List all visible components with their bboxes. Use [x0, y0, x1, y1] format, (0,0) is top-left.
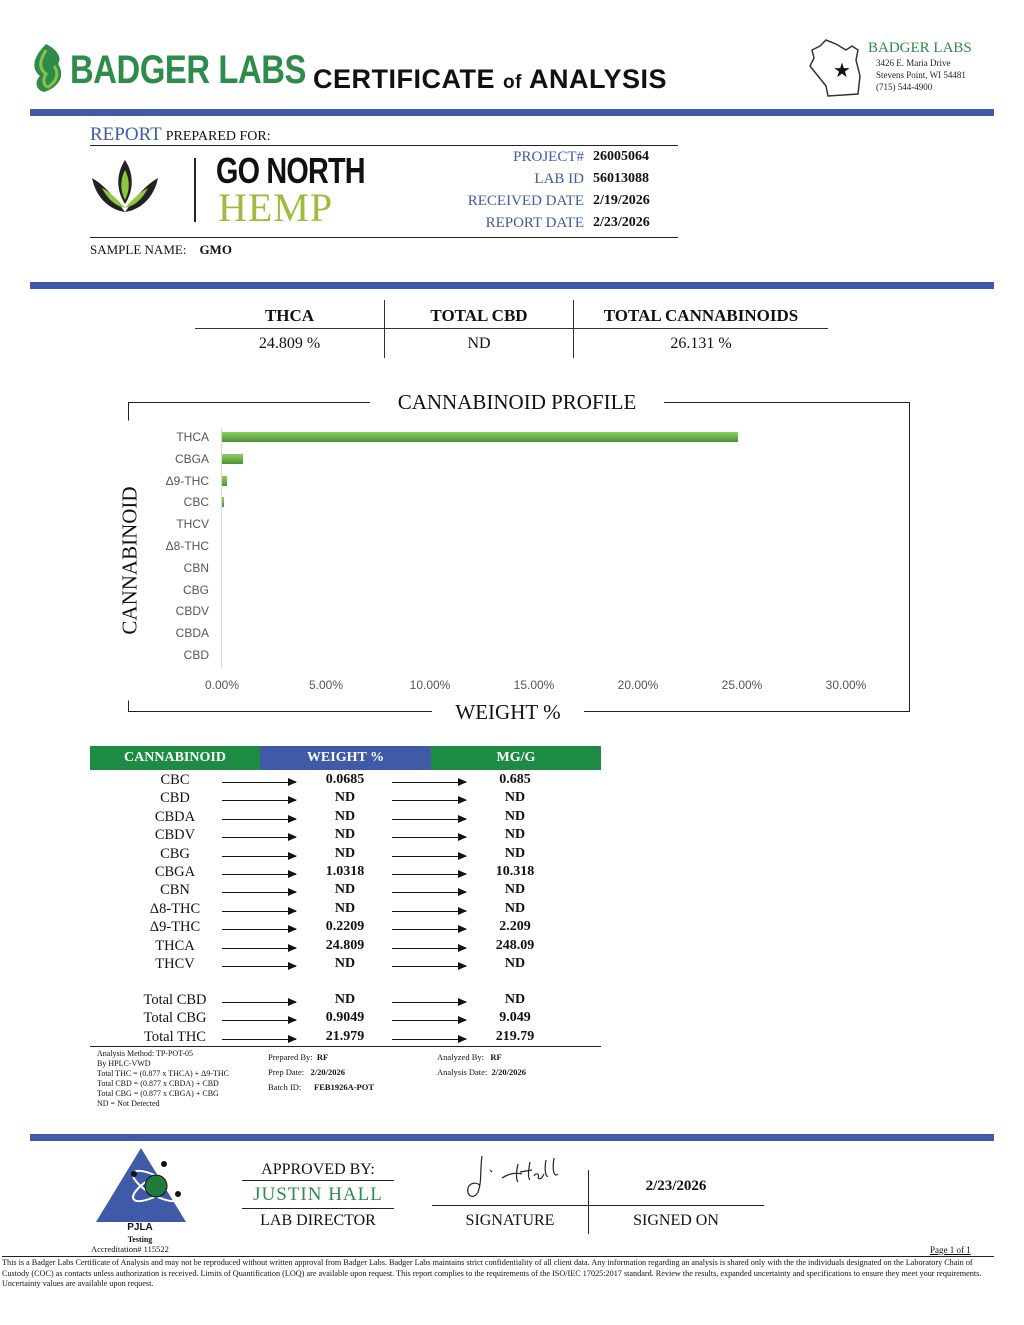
chart-category-label: CBD — [183, 648, 209, 662]
chart-bar — [222, 497, 224, 507]
chart-tick-label: 10.00% — [409, 678, 451, 692]
disclaimer-rule — [2, 1256, 994, 1257]
svg-text:★: ★ — [833, 60, 851, 82]
analysis-info: Analyzed By: RF Analysis Date: 2/20/2026 — [437, 1052, 527, 1077]
table-row-weight: 0.0685 — [325, 772, 365, 787]
table-row-weight: 21.979 — [325, 1028, 365, 1044]
chart-bar — [222, 454, 243, 464]
approved-by-label: APPROVED BY: — [261, 1161, 375, 1178]
chart-tick-label: 15.00% — [513, 678, 555, 692]
signature-label: SIGNATURE — [465, 1212, 555, 1229]
row-arrow — [392, 782, 466, 783]
row-arrow — [222, 929, 296, 930]
pjla-testing: Testing — [127, 1235, 153, 1244]
chart-tick-label: 25.00% — [721, 678, 763, 692]
chart-title: CANNABINOID PROFILE — [370, 390, 664, 415]
table-row-mgg: 0.685 — [499, 772, 531, 787]
row-arrow — [222, 856, 296, 857]
table-row-name: CBN — [160, 882, 190, 899]
lab-address-line2: Stevens Point, WI 54481 — [876, 70, 966, 80]
pjla-name: PJLA — [127, 1222, 153, 1233]
method-notes — [97, 1049, 229, 1109]
report-top-rule — [90, 145, 678, 146]
prep-info: Prepared By: RF Prep Date: 2/20/2026 Batch ID: FEB1926A-POT — [268, 1052, 375, 1092]
client-name-line1: GO NORTH — [216, 150, 365, 191]
report-bottom-rule — [90, 237, 678, 238]
chart-category-label: CBDV — [175, 604, 209, 619]
table-row-mgg: ND — [504, 882, 526, 898]
table-row-mgg: ND — [504, 900, 526, 916]
lab-id-label: LAB ID — [534, 171, 584, 187]
table-row-mgg: 219.79 — [495, 1028, 535, 1044]
chart-tick-label: 30.00% — [825, 678, 867, 692]
table-row-mgg: ND — [504, 827, 526, 843]
row-arrow — [222, 819, 296, 820]
row-arrow — [222, 911, 296, 912]
table-row-mgg: ND — [504, 956, 526, 971]
lab-id-value: 56013088 — [593, 171, 649, 186]
row-arrow — [222, 1039, 296, 1040]
summary-thca-label: THCA — [264, 306, 315, 325]
table-row-name: CBD — [160, 790, 190, 807]
table-row-mgg: 9.049 — [499, 1010, 531, 1026]
received-date-value: 2/19/2026 — [593, 193, 650, 208]
table-row-weight: ND — [334, 956, 356, 971]
approver-title: LAB DIRECTOR — [260, 1212, 376, 1229]
chart-bar — [222, 432, 738, 442]
report-prepared-for: REPORT PREPARED FOR: — [90, 124, 271, 145]
chart-frame — [128, 402, 910, 712]
method-note-line: Total CBD = (0.877 x CBDA) + CBD — [97, 1079, 219, 1088]
document-title: CERTIFICATE of ANALYSIS — [313, 64, 667, 94]
summary-total-cannabinoids-label: TOTAL CANNABINOIDS — [603, 306, 799, 325]
row-arrow — [222, 948, 296, 949]
chart-tick-label: 20.00% — [617, 678, 659, 692]
lab-name: BADGER LABS — [868, 40, 972, 56]
table-row-weight: ND — [334, 882, 356, 898]
row-arrow — [392, 892, 466, 893]
page-number: Page 1 of 1 — [930, 1245, 971, 1255]
project-value: 26005064 — [593, 149, 649, 164]
row-arrow — [392, 874, 466, 875]
table-row-mgg: ND — [504, 992, 526, 1007]
table-row-weight: ND — [334, 808, 356, 824]
row-arrow — [392, 966, 466, 967]
table-header-weight: WEIGHT % — [260, 746, 431, 770]
table-row-mgg: 2.209 — [499, 919, 531, 935]
chart-ylabel: CANNABINOID — [118, 421, 143, 701]
row-arrow — [392, 1039, 466, 1040]
table-row-name: CBDA — [154, 808, 196, 825]
lab-phone: (715) 544-4900 — [876, 82, 933, 92]
chart-category-label: CBC — [183, 495, 209, 510]
table-row-name: Δ8-THC — [149, 900, 201, 917]
row-arrow — [392, 1020, 466, 1021]
table-row-name: Δ9-THC — [149, 919, 201, 936]
accreditation-number: Accreditation# 115522 — [91, 1244, 169, 1254]
project-label: PROJECT# — [513, 149, 584, 165]
table-row-weight: ND — [334, 790, 356, 806]
chart-category-label: CBN — [183, 560, 209, 575]
table-row-name: CBDV — [154, 827, 196, 844]
disclaimer-text: This is a Badger Labs Certificate of Analysis and may not be reproduced without written approval from Badger Labs. Badger Labs maintains strict confidentiality of all client data. Any information regarding an analysis is shared only with the the individuals designated on the Laboratory Chain of Custody (COC) as contacts unless authorization is received. Limits of Quantification (LOQ) are available upon request. This report complies to the requirements of the ISO/IEC 17025:2017 standard. Review the results, expanded uncertainty and specifications to ensure they meet your requirements. Uncertainty values are available upon request. — [2, 1258, 982, 1288]
sample-name: SAMPLE NAME: GMO — [90, 242, 232, 257]
row-arrow — [222, 800, 296, 801]
table-row-name: CBC — [160, 772, 190, 788]
chart-bar — [222, 476, 227, 486]
signature-image — [460, 1152, 570, 1204]
approver-name: JUSTIN HALL — [253, 1184, 383, 1205]
chart-category-label: CBGA — [174, 451, 209, 466]
table-row-name: THCA — [155, 937, 195, 954]
row-arrow — [222, 874, 296, 875]
row-arrow — [222, 837, 296, 838]
signed-on-label: SIGNED ON — [633, 1212, 719, 1229]
summary-total-cbd-label: TOTAL CBD — [430, 306, 528, 325]
summary-total-cannabinoids-value: 26.131 % — [670, 335, 732, 352]
table-bottom-rule — [90, 1046, 601, 1047]
row-arrow — [392, 856, 466, 857]
method-note-line: ND = Not Detected — [97, 1099, 160, 1108]
table-row-weight: 24.809 — [325, 937, 365, 953]
table-header-cannabinoid: CANNABINOID — [90, 746, 260, 770]
table-row-name: CBGA — [154, 864, 196, 880]
method-note-line: Total CBG = (0.877 x CBGA) + CBG — [97, 1089, 219, 1098]
approved-rule-1 — [242, 1180, 394, 1181]
table-row-weight: ND — [334, 827, 356, 843]
summary-thca-value: 24.809 % — [258, 335, 321, 352]
table-row-weight: ND — [334, 845, 356, 861]
table-row-weight: ND — [334, 992, 356, 1007]
signature-separator — [588, 1170, 589, 1234]
client-name-line2: HEMP — [218, 185, 334, 230]
table-total-name: Total THC — [144, 1028, 206, 1045]
row-arrow — [222, 892, 296, 893]
table-row-name: CBG — [160, 845, 190, 862]
chart-category-label: THCV — [176, 517, 209, 532]
pjla-accreditation-logo-icon — [94, 1146, 188, 1224]
row-arrow — [222, 1002, 296, 1003]
method-note-line: Analysis Method: TP-POT-05 — [97, 1049, 194, 1058]
method-note-line: Total THC = (0.877 x THCA) + Δ9-THC — [97, 1069, 229, 1078]
row-arrow — [392, 1002, 466, 1003]
header-divider — [30, 109, 994, 116]
received-date-label: RECEIVED DATE — [467, 193, 584, 209]
table-total-name: Total CBD — [143, 992, 207, 1008]
wisconsin-map-icon — [806, 36, 868, 102]
table-row-weight: 0.2209 — [325, 919, 365, 935]
row-arrow — [222, 966, 296, 967]
table-row-weight: 1.0318 — [325, 864, 365, 879]
signed-date: 2/23/2026 — [645, 1178, 707, 1194]
lab-address-line1: 3426 E. Maria Drive — [876, 58, 951, 68]
table-row-mgg: ND — [504, 845, 526, 861]
row-arrow — [392, 800, 466, 801]
row-arrow — [392, 837, 466, 838]
chart-axis — [221, 428, 222, 668]
row-arrow — [222, 782, 296, 783]
client-lotus-logo-icon — [88, 156, 162, 222]
row-arrow — [392, 929, 466, 930]
table-row-name: THCV — [155, 956, 195, 972]
brand-name: BADGER LABS — [70, 48, 307, 92]
table-row-mgg: ND — [504, 808, 526, 824]
chart-category-label: CBG — [182, 582, 209, 597]
summary-total-cbd-value: ND — [467, 335, 491, 352]
badger-logo-icon — [28, 42, 68, 94]
signature-rule — [432, 1205, 764, 1206]
chart-category-label: Δ9-THC — [165, 473, 209, 488]
approved-rule-2 — [242, 1208, 394, 1209]
table-total-name: Total CBG — [143, 1010, 207, 1027]
summary-rule — [195, 328, 828, 329]
table-row-mgg: 248.09 — [495, 937, 535, 953]
table-row-weight: ND — [334, 900, 356, 916]
chart-tick-label: 0.00% — [204, 678, 240, 692]
report-date-label: REPORT DATE — [485, 215, 584, 231]
chart-category-label: THCA — [176, 430, 209, 444]
table-header-mgg: MG/G — [431, 746, 601, 770]
row-arrow — [222, 1020, 296, 1021]
chart-xlabel: WEIGHT % — [432, 700, 584, 725]
row-arrow — [392, 819, 466, 820]
client-logo-divider — [194, 158, 196, 222]
row-arrow — [392, 911, 466, 912]
row-arrow — [392, 948, 466, 949]
report-divider — [30, 282, 994, 289]
chart-category-label: CBDA — [175, 626, 209, 641]
report-date-value: 2/23/2026 — [593, 215, 650, 230]
method-note-line: By HPLC-VWD — [97, 1059, 151, 1068]
footer-divider — [30, 1134, 994, 1141]
table-row-mgg: ND — [504, 790, 526, 806]
chart-tick-label: 5.00% — [308, 678, 344, 692]
table-row-weight: 0.9049 — [325, 1010, 365, 1026]
table-row-mgg: 10.318 — [495, 864, 535, 879]
chart-category-label: Δ8-THC — [165, 539, 209, 553]
